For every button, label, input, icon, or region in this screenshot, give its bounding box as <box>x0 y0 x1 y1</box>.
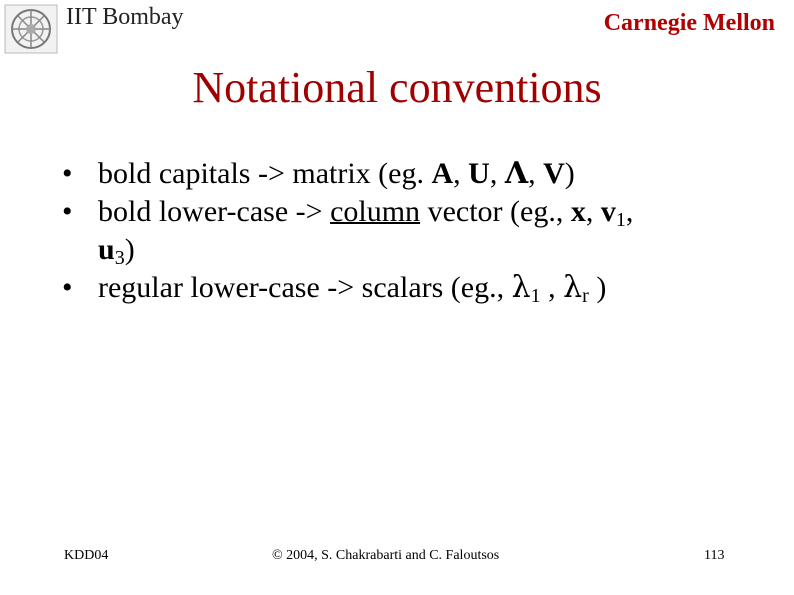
brand-name: Carnegie Mellon <box>603 10 775 36</box>
footer-conference: KDD04 <box>64 548 109 563</box>
bullet-item: • bold lower-case -> column vector (eg., x, $v_1$, $u_3$) <box>62 195 634 269</box>
bullet-dot: • <box>62 195 73 228</box>
institution-name: IIT Bombay <box>66 4 184 30</box>
iit-bombay-logo-icon <box>4 4 58 54</box>
bullet-item: • regular lower-case -> scalars (eg., $\lambda_1$ , $\lambda_r$ ) <box>62 270 607 307</box>
bullet-item: • bold capitals -> matrix (eg. A, U, Λ, V) <box>62 156 575 191</box>
footer-page-number: 113 <box>704 548 725 563</box>
slide-title: Notational conventions <box>192 63 602 112</box>
footer-copyright: © 2004, S. Chakrabarti and C. Faloutsos <box>272 548 500 563</box>
bullet-list <box>62 155 762 307</box>
underlined-word: column <box>330 195 421 228</box>
bullet-dot: • <box>62 157 73 190</box>
bullet-dot: • <box>62 271 73 304</box>
